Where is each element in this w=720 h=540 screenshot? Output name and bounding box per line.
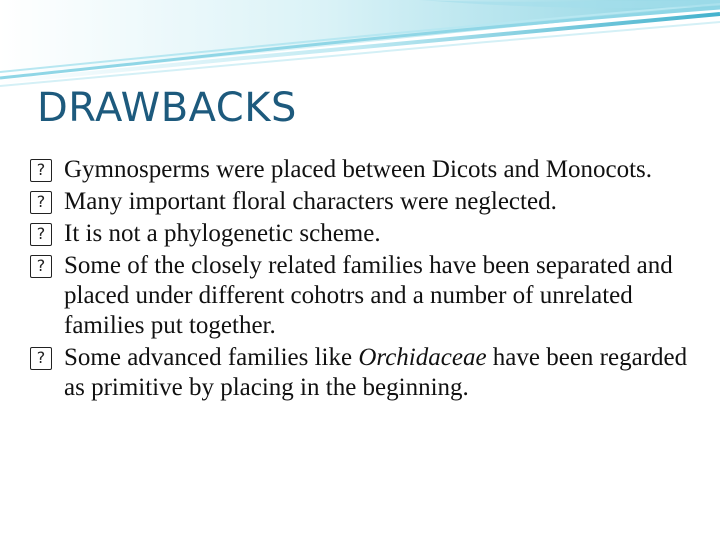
taxon-name: Orchidaceae xyxy=(358,344,487,371)
list-item xyxy=(30,219,690,249)
missing-glyph-box-icon: ? xyxy=(30,159,52,182)
list-item xyxy=(30,155,690,185)
bullet-text: It is not a phylogenetic scheme. xyxy=(64,220,381,247)
bullet-text-after: have been regarded as primitive by placing in the beginning. xyxy=(64,344,688,401)
bullet-text: Many important floral characters were neglected. xyxy=(64,188,557,215)
bullet-text: Some of the closely related families have been separated and placed under different cohotrs and a number of unrelated families put together. xyxy=(64,252,673,339)
bullet-text xyxy=(64,344,687,401)
missing-glyph-box-icon: ? xyxy=(30,347,52,370)
bullet-text-before: Some advanced families like xyxy=(64,344,359,371)
missing-glyph-box-icon: ? xyxy=(30,255,52,278)
slide-title: DRAWBACKS xyxy=(37,85,297,131)
list-item xyxy=(30,187,690,217)
bullet-text: Gymnosperms were placed between Dicots and Monocots. xyxy=(64,156,653,183)
missing-glyph-box-icon: ? xyxy=(30,223,52,246)
missing-glyph-box-icon: ? xyxy=(30,191,52,214)
list-item xyxy=(30,251,690,341)
list-item xyxy=(30,343,690,403)
bullet-list xyxy=(30,155,690,405)
decorative-wave-icon xyxy=(0,0,720,90)
